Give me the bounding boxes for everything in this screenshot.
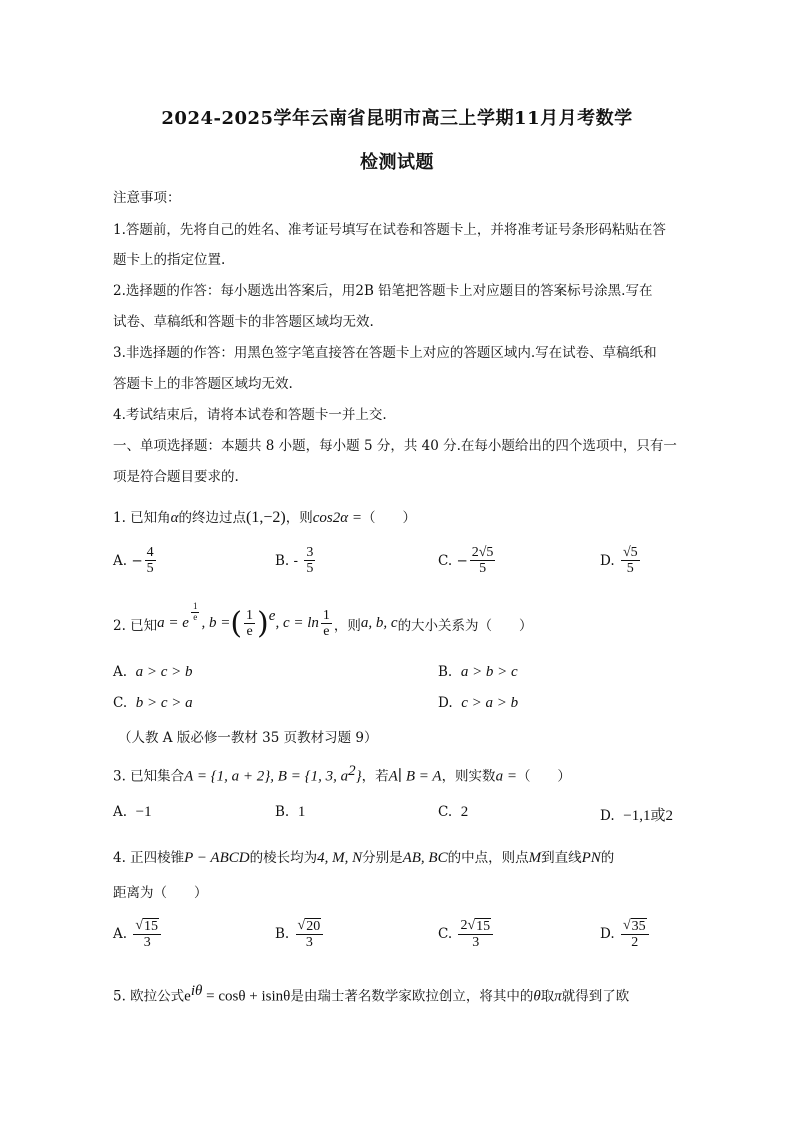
section-heading-cont: 项是符合题目要求的. [113, 469, 239, 485]
q3-blank: （ ） [516, 768, 571, 785]
q5-text: 是由瑞士著名数学家欧拉创立，将其中的 [290, 988, 534, 1005]
q5-text: 5. 欧拉公式 [113, 988, 185, 1005]
option-label: D. [600, 552, 615, 569]
option-label: D. [600, 808, 615, 824]
numerator: 1 [246, 608, 254, 623]
q2-option-b [438, 664, 518, 681]
q4-option-a [113, 918, 163, 951]
option-label: C. [438, 926, 453, 943]
q1-option-b [275, 545, 317, 577]
option-text: 1 [297, 804, 306, 820]
denominator: 5 [146, 561, 154, 577]
q5-text: 取 [540, 988, 555, 1005]
numerator: 1 [322, 608, 330, 623]
denominator: 5 [479, 561, 487, 577]
fraction [296, 918, 324, 951]
denominator: e [193, 611, 198, 622]
notice-item: 答题卡上的非答题区域均无效. [113, 376, 293, 392]
sqrt: √ 20 [297, 918, 321, 934]
notice-item: 2.选择题的作答：每小题选出答案后，用2B 铅笔把答题卡上对应题目的答案标号涂黑.写在 [113, 283, 653, 299]
denominator: 5 [626, 561, 634, 577]
q4-text: 4. 正四棱锥 [113, 850, 185, 866]
denominator: 2 [631, 935, 639, 951]
notice-item: 1.答题前，先将自己的姓名、准考证号填写在试卷和答题卡上，并将准考证号条形码粘贴在答 [113, 222, 666, 238]
question-4-cont: 距离为（ ） [113, 885, 208, 901]
q3-brace: } [355, 768, 362, 785]
sqrt: √ 15 [467, 918, 491, 934]
q3-option-b [275, 804, 305, 821]
option-text: b > c > a [135, 695, 193, 711]
option-label: C. [113, 695, 128, 711]
q4-edges: AB, BC [402, 850, 448, 866]
option-sign: - [293, 552, 299, 569]
q4-option-d [600, 918, 651, 951]
q4-vals: 4, M, N [317, 850, 363, 866]
sqrt: √ 35 [622, 918, 646, 934]
q2-c-expr: , c = ln [275, 615, 319, 632]
notice-heading: 注意事项： [113, 190, 181, 206]
q3-square: 2 [348, 763, 356, 779]
q4-option-b [275, 918, 325, 951]
numerator [296, 918, 324, 935]
q2-a-expr: a = e [157, 615, 189, 632]
question-5 [113, 983, 629, 1006]
q5-e: e [184, 988, 191, 1005]
denominator: e [323, 624, 330, 640]
option-text: c > a > b [461, 695, 519, 711]
q1-expr: cos2α = [312, 510, 362, 526]
q1-option-c [438, 545, 497, 577]
numerator: 2√5 [471, 545, 494, 560]
notice-item: 4.考试结束后，请将本试卷和答题卡一并上交. [113, 407, 387, 423]
fraction [470, 545, 496, 577]
q2-option-c [113, 695, 193, 712]
q1-text: 1. 已知角 [113, 510, 171, 526]
q2-option-a [113, 664, 193, 681]
denominator: e [246, 624, 253, 640]
q3-option-c [438, 804, 468, 821]
option-text: a > b > c [460, 664, 518, 680]
q2-option-d [438, 695, 518, 712]
option-label: B. [275, 926, 290, 943]
q4-text: 的 [600, 850, 615, 866]
notice-item: 试卷、草稿纸和答题卡的非答题区域均无效. [113, 314, 374, 330]
q1-text: 的终边过点 [178, 510, 247, 526]
radicand: 15 [144, 919, 159, 934]
radicand: 15 [476, 919, 491, 934]
fraction [458, 918, 493, 951]
q5-theta: θ [533, 988, 541, 1005]
radicand: 20 [306, 919, 321, 934]
fraction [621, 918, 649, 951]
q2-b-exponent: e [268, 608, 276, 624]
q3-condition: A∣ B = A [388, 768, 442, 785]
q4-text: 的中点，则点 [447, 850, 529, 866]
q2-text: 2. 已知 [113, 617, 158, 634]
denominator: 3 [143, 935, 151, 951]
option-label: A. [113, 552, 128, 569]
q4-solid: P − ABCD [184, 850, 250, 866]
fraction [244, 608, 255, 640]
option-text: −1,1或2 [623, 808, 673, 824]
q3-sets: A = {1, a + 2}, B = {1, 3, a [184, 768, 349, 785]
q1-point: (1,−2) [246, 509, 286, 526]
q4-text: 分别是 [362, 850, 403, 866]
numerator [133, 918, 161, 935]
q1-option-a [113, 545, 158, 577]
numerator: 1 [192, 601, 198, 611]
section-heading: 一、单项选择题：本题共 8 小题，每小题 5 分，共 40 分.在每小题给出的四个选项中，只有一 [113, 438, 677, 454]
option-label: D. [438, 695, 453, 711]
option-label: D. [600, 926, 615, 943]
q5-exponent: iθ [190, 983, 203, 999]
numerator: 3 [306, 545, 314, 560]
question-2 [113, 601, 533, 641]
option-sign: − [131, 552, 143, 569]
option-label: A. [113, 664, 128, 680]
q5-text: 就得到了欧 [561, 988, 630, 1005]
option-label: B. [438, 664, 453, 680]
denominator: 3 [472, 935, 480, 951]
option-label: A. [113, 926, 128, 943]
q5-pi: π [554, 988, 562, 1005]
q1-blank: （ ） [361, 510, 416, 526]
q2-a-exponent [191, 602, 200, 623]
option-text: a > c > b [135, 664, 193, 680]
q1-alpha: α [170, 510, 179, 526]
question-4 [113, 846, 614, 867]
q4-option-c [438, 918, 495, 951]
notice-item: 题卡上的指定位置. [113, 252, 226, 268]
paren-close: ) [257, 605, 269, 641]
option-label: C. [438, 552, 453, 569]
q3-text: ，若 [361, 768, 389, 785]
denominator: 5 [306, 561, 314, 577]
notice-item: 3.非选择题的作答：用黑色签字笔直接答在答题卡上对应的答题区域内.写在试卷、草稿纸和 [113, 345, 657, 361]
fraction [304, 545, 315, 577]
q3-text: ，则实数 [441, 768, 496, 785]
exam-subtitle: 检测试题 [360, 152, 434, 173]
q4-text: 的棱长均为 [249, 850, 318, 866]
exam-title: 2024-2025学年云南省昆明市高三上学期11月月考数学 [161, 108, 633, 129]
q4-point: M [528, 850, 542, 866]
question-3 [113, 763, 571, 786]
option-label: B. [275, 552, 290, 569]
option-label: C. [438, 804, 453, 820]
radicand: 35 [631, 919, 646, 934]
option-label: B. [275, 804, 290, 820]
numerator [621, 918, 649, 935]
question-1 [113, 506, 416, 527]
q3-var: a = [495, 768, 517, 785]
numerator: √5 [622, 545, 638, 560]
q4-line: PN [581, 850, 601, 866]
denominator: 3 [305, 935, 313, 951]
paren-open: ( [230, 605, 243, 641]
fraction [133, 918, 161, 951]
fraction [621, 545, 640, 577]
q3-text: 3. 已知集合 [113, 768, 185, 785]
sqrt: √ 15 [135, 918, 159, 934]
q5-rhs: = cosθ + isinθ [202, 988, 291, 1005]
numerator [458, 918, 493, 935]
q3-option-a [113, 804, 152, 821]
q2-text: ，则 [333, 617, 361, 634]
option-label: A. [113, 804, 128, 820]
numerator: 4 [146, 545, 154, 560]
q2-text: 的大小关系为（ ） [397, 617, 533, 634]
fraction [145, 545, 156, 577]
option-text: −1 [135, 804, 152, 820]
q2-vars: a, b, c [360, 615, 398, 632]
q1-option-d [600, 545, 642, 577]
q3-option-d [600, 804, 673, 825]
q4-text: 到直线 [541, 850, 582, 866]
option-sign: − [456, 552, 468, 569]
q2-source-note: （人教 A 版必修一教材 35 页教材习题 9） [118, 730, 378, 746]
fraction [321, 608, 332, 640]
coefficient: 2 [460, 918, 468, 933]
option-text: 2 [460, 804, 469, 820]
q1-text: ，则 [285, 510, 313, 526]
q2-b-expr: , b = [201, 615, 231, 632]
